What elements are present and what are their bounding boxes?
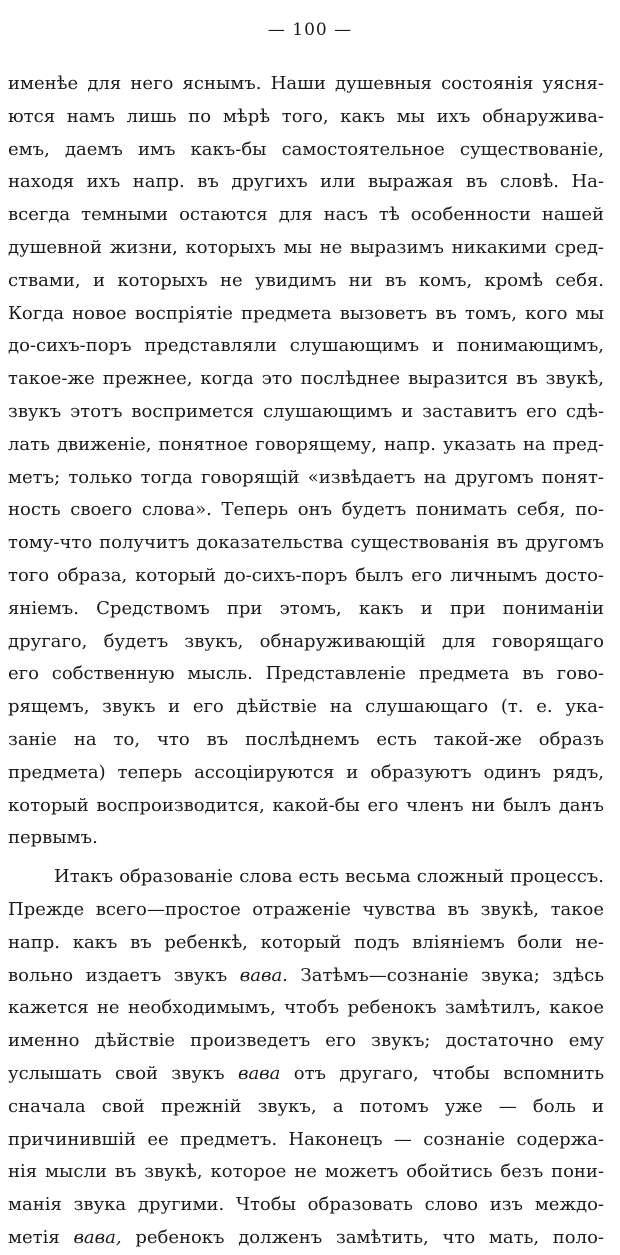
text-segment: ребенокъ долженъ замѣтить, что мать, поло- <box>135 1226 604 1248</box>
text-line: того образа, который до-сихъ-поръ былъ его личнымъ досто- <box>8 564 604 586</box>
italic-word: вава. <box>239 964 288 986</box>
italic-word: вава, <box>73 1226 122 1248</box>
text-line <box>8 1058 604 1091</box>
text-line: емъ, даемъ имъ какъ-бы самостоятельное существованіе, <box>8 138 604 160</box>
text-line: всегда темными остаются для насъ тѣ особенности нашей <box>8 204 604 226</box>
text-line: Когда новое воспріятіе предмета вызоветъ въ томъ, кого мы <box>8 302 604 324</box>
text-line: звукъ этотъ воспримется слушающимъ и заставитъ его сдѣ- <box>8 400 604 422</box>
text-line: его собственную мысль. Представленіе предмета въ гово- <box>8 663 604 685</box>
text-segment: метія <box>8 1226 60 1248</box>
text-line <box>8 1222 604 1255</box>
text-line: кажется не необходимымъ, чтобъ ребенокъ замѣтилъ, какое <box>8 997 604 1019</box>
body-text <box>8 68 604 1255</box>
text-line: тому-что получитъ доказательства существованія въ другомъ <box>8 532 604 554</box>
text-line: Итакъ образованіе слова есть весьма сложный процессъ. <box>54 866 604 888</box>
text-line: такое-же прежнее, когда это послѣднее выразится въ звукѣ, <box>8 368 604 390</box>
text-line: ствами, и которыхъ не увидимъ ни въ комъ, кромѣ себя. <box>8 269 604 291</box>
italic-word: вава <box>237 1062 281 1084</box>
text-line: ность своего слова». Теперь онъ будетъ понимать себя, по- <box>8 499 604 521</box>
text-segment: отъ другаго, чтобы вспомнить <box>293 1062 604 1084</box>
text-line: находя ихъ напр. въ другихъ или выражая въ словѣ. На- <box>8 171 604 193</box>
text-line: рящемъ, звукъ и его дѣйствіе на слушающаго (т. е. ука- <box>8 696 604 718</box>
text-segment: Затѣмъ—сознаніе звука; здѣсь <box>300 964 604 986</box>
text-line: другаго, будетъ звукъ, обнаруживающій для говорящаго <box>8 630 604 652</box>
text-line: лать движеніе, понятное говорящему, напр. указать на пред- <box>8 433 604 455</box>
text-line: который воспроизводится, какой-бы его членъ ни былъ данъ <box>8 794 604 816</box>
text-segment: услышать свой звукъ <box>8 1062 225 1084</box>
text-line: заніе на то, что въ послѣднемъ есть такой-же образъ <box>8 728 604 750</box>
text-line: яніемъ. Средствомъ при этомъ, какъ и при пониманіи <box>8 597 604 619</box>
text-line: первымъ. <box>8 827 98 849</box>
text-line: манія звука другими. Чтобы образовать слово изъ междо- <box>8 1194 604 1216</box>
text-line: именѣе для него яснымъ. Наши душевныя состоянія уясня- <box>8 73 604 94</box>
text-line: до-сихъ-поръ представляли слушающимъ и понимающимъ, <box>8 335 604 357</box>
text-line: ются намъ лишь по мѣрѣ того, какъ мы ихъ обнаруживa- <box>8 105 604 127</box>
text-line: нія мысли въ звукѣ, которое не можетъ обойтись безъ пони- <box>8 1161 604 1183</box>
paragraph-2 <box>8 861 604 1255</box>
page-number: — 100 — <box>267 20 353 40</box>
text-line: причинившій ее предметъ. Наконецъ — сознаніе содержа- <box>8 1128 604 1150</box>
paragraph-1 <box>8 68 604 855</box>
text-line: душевной жизни, которыхъ мы не выразимъ никакими сред- <box>8 236 604 258</box>
text-line: предмета) теперь ассоціируются и образуютъ одинъ рядъ, <box>8 761 604 783</box>
text-line: метъ; только тогда говорящій «извѣдаетъ на другомъ понят- <box>8 466 604 488</box>
text-segment: вольно издаетъ звукъ <box>8 964 228 986</box>
text-line: сначала свой прежній звукъ, а потомъ уже — боль и <box>8 1095 604 1117</box>
text-line: Прежде всего—простое отраженіе чувства въ звукѣ, такое <box>8 898 604 920</box>
text-line: именно дѣйствіе произведетъ его звукъ; достаточно ему <box>8 1030 604 1052</box>
text-line <box>8 960 604 993</box>
text-line: напр. какъ въ ребенкѣ, который подъ вліяніемъ боли не- <box>8 931 604 953</box>
